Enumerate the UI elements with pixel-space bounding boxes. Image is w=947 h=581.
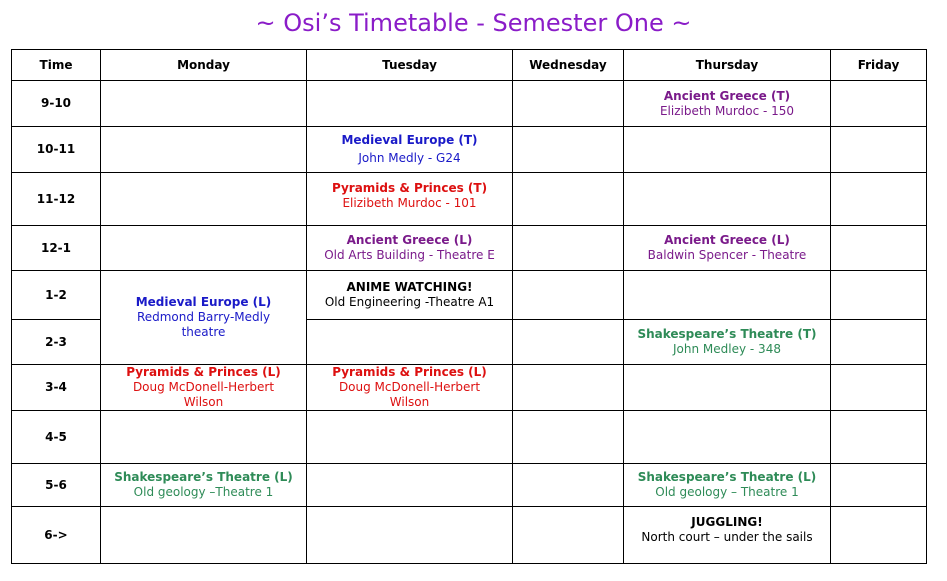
header-tuesday: Tuesday xyxy=(307,50,513,81)
header-monday: Monday xyxy=(101,50,307,81)
table-row xyxy=(12,127,927,173)
class-cell xyxy=(624,226,831,271)
class-cell xyxy=(624,81,831,127)
table-row xyxy=(12,226,927,271)
empty-cell xyxy=(101,81,307,127)
header-row xyxy=(12,50,927,81)
class-cell xyxy=(307,226,513,271)
empty-cell xyxy=(513,507,624,564)
empty-cell xyxy=(101,507,307,564)
time-cell: 10-11 xyxy=(12,127,101,173)
class-title: Medieval Europe (L) xyxy=(135,295,272,309)
time-cell: 11-12 xyxy=(12,173,101,226)
empty-cell xyxy=(513,173,624,226)
timetable xyxy=(11,49,927,564)
class-title: Shakespeare’s Theatre (T) xyxy=(637,327,817,341)
empty-cell xyxy=(831,271,927,320)
class-location: John Medly - G24 xyxy=(358,151,461,165)
empty-cell xyxy=(513,365,624,411)
empty-cell xyxy=(624,271,831,320)
class-location: John Medley - 348 xyxy=(673,342,781,356)
empty-cell xyxy=(307,507,513,564)
empty-cell xyxy=(307,411,513,464)
class-title: Ancient Greece (L) xyxy=(346,233,473,247)
class-cell xyxy=(307,127,513,173)
empty-cell xyxy=(624,365,831,411)
table-row xyxy=(12,173,927,226)
empty-cell xyxy=(831,320,927,365)
empty-cell xyxy=(831,464,927,507)
class-cell xyxy=(101,271,307,365)
class-title: Shakespeare’s Theatre (L) xyxy=(114,470,293,484)
empty-cell xyxy=(831,365,927,411)
class-title: Ancient Greece (T) xyxy=(663,88,791,103)
empty-cell xyxy=(307,464,513,507)
class-cell xyxy=(624,464,831,507)
empty-cell xyxy=(101,411,307,464)
time-cell: 12-1 xyxy=(12,226,101,271)
empty-cell xyxy=(831,173,927,226)
header-thursday: Thursday xyxy=(624,50,831,81)
class-location: North court – under the sails xyxy=(641,530,813,544)
class-title: ANIME WATCHING! xyxy=(346,280,473,294)
class-location: Old Arts Building - Theatre E xyxy=(324,248,495,262)
class-location: Doug McDonell-Herbert Wilson xyxy=(132,380,275,409)
time-cell: 3-4 xyxy=(12,365,101,411)
header-wednesday: Wednesday xyxy=(513,50,624,81)
class-cell xyxy=(307,271,513,320)
class-cell xyxy=(624,320,831,365)
class-cell xyxy=(101,464,307,507)
table-row xyxy=(12,271,927,320)
empty-cell xyxy=(307,320,513,365)
empty-cell xyxy=(101,173,307,226)
table-row xyxy=(12,464,927,507)
empty-cell xyxy=(513,81,624,127)
empty-cell xyxy=(307,81,513,127)
class-title: Pyramids & Princes (L) xyxy=(332,365,487,379)
time-cell: 6-> xyxy=(12,507,101,564)
empty-cell xyxy=(101,226,307,271)
class-title: Pyramids & Princes (L) xyxy=(126,365,281,379)
class-title: Medieval Europe (T) xyxy=(341,133,478,147)
empty-cell xyxy=(513,411,624,464)
class-location: Redmond Barry-Medly theatre xyxy=(136,310,271,339)
empty-cell xyxy=(513,464,624,507)
class-title: Shakespeare’s Theatre (L) xyxy=(637,470,817,484)
class-location: Doug McDonell-Herbert Wilson xyxy=(338,380,481,409)
class-cell xyxy=(307,365,513,411)
time-cell: 4-5 xyxy=(12,411,101,464)
empty-cell xyxy=(831,411,927,464)
empty-cell xyxy=(101,127,307,173)
page-title: ~ Osi’s Timetable - Semester One ~ xyxy=(255,9,692,37)
empty-cell xyxy=(831,507,927,564)
empty-cell xyxy=(831,81,927,127)
table-row xyxy=(12,365,927,411)
empty-cell xyxy=(513,127,624,173)
empty-cell xyxy=(513,271,624,320)
header-friday: Friday xyxy=(831,50,927,81)
time-cell: 2-3 xyxy=(12,320,101,365)
empty-cell xyxy=(624,173,831,226)
empty-cell xyxy=(831,226,927,271)
class-location: Old geology –Theatre 1 xyxy=(133,485,274,499)
class-location: Old Engineering -Theatre A1 xyxy=(324,295,495,309)
time-cell: 5-6 xyxy=(12,464,101,507)
time-cell: 9-10 xyxy=(12,81,101,127)
class-location: Baldwin Spencer - Theatre xyxy=(647,248,807,262)
table-row xyxy=(12,81,927,127)
class-location: Old geology – Theatre 1 xyxy=(655,485,799,499)
class-cell xyxy=(307,173,513,226)
empty-cell xyxy=(831,127,927,173)
class-title: JUGGLING! xyxy=(691,515,763,529)
class-cell xyxy=(624,507,831,564)
class-location: Elizibeth Murdoc - 101 xyxy=(342,196,477,210)
time-cell: 1-2 xyxy=(12,271,101,320)
table-row xyxy=(12,507,927,564)
class-location: Elizibeth Murdoc - 150 xyxy=(659,103,795,118)
empty-cell xyxy=(624,127,831,173)
empty-cell xyxy=(624,411,831,464)
header-time: Time xyxy=(12,50,101,81)
class-cell xyxy=(101,365,307,411)
class-title: Pyramids & Princes (T) xyxy=(331,181,488,195)
empty-cell xyxy=(513,320,624,365)
table-row xyxy=(12,411,927,464)
empty-cell xyxy=(513,226,624,271)
class-title: Ancient Greece (L) xyxy=(664,233,790,247)
